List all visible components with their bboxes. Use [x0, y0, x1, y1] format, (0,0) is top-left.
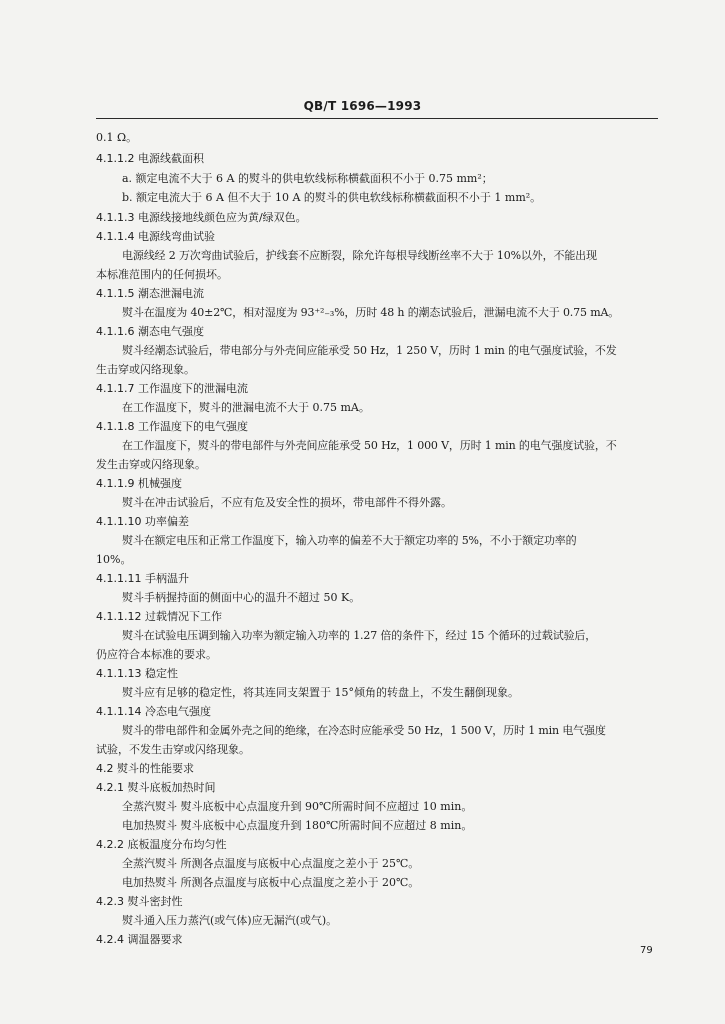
section-heading: 4.1.1.9 机械强度 — [96, 477, 182, 490]
section-heading: 4.1.1.10 功率偏差 — [96, 515, 189, 528]
section-heading: 4.2.2 底板温度分布均匀性 — [96, 838, 227, 851]
paragraph-line: 熨斗通入压力蒸汽(或气体)应无漏汽(或气)。 — [122, 914, 338, 927]
section-heading: 4.1.1.6 潮态电气强度 — [96, 325, 204, 338]
section-heading: 4.1.1.14 冷态电气强度 — [96, 705, 211, 718]
paragraph-line: 在工作温度下，熨斗的带电部件与外壳间应能承受 50 Hz，1 000 V，历时 1 min 的电气强度试验，不 — [122, 439, 617, 452]
section-heading: 4.1.1.2 电源线截面积 — [96, 152, 204, 165]
section-heading: 4.2.1 熨斗底板加热时间 — [96, 781, 216, 794]
page-number: 79 — [640, 945, 653, 956]
paragraph-line: 本标准范围内的任何损坏。 — [96, 268, 228, 281]
section-heading: 4.1.1.13 稳定性 — [96, 667, 178, 680]
paragraph-line: 熨斗在冲击试验后，不应有危及安全性的损坏，带电部件不得外露。 — [122, 496, 452, 509]
section-heading: 4.1.1.8 工作温度下的电气强度 — [96, 420, 248, 433]
header-rule — [96, 118, 658, 119]
paragraph-line: 熨斗在试验电压调到输入功率为额定输入功率的 1.27 倍的条件下，经过 15 个循环的过载试验后， — [122, 629, 597, 642]
page-header: QB/T 1696—1993 — [303, 99, 422, 113]
paragraph-line: 电加热熨斗 所测各点温度与底板中心点温度之差小于 20℃。 — [122, 876, 420, 889]
section-heading: 4.1.1.11 手柄温升 — [96, 572, 189, 585]
paragraph-line: 10%。 — [96, 553, 132, 566]
paragraph-line: 试验，不发生击穿或闪络现象。 — [96, 743, 250, 756]
paragraph-line: 熨斗经潮态试验后，带电部分与外壳间应能承受 50 Hz，1 250 V，历时 1 min 的电气强度试验，不发 — [122, 344, 617, 357]
paragraph-line: 熨斗手柄握持面的侧面中心的温升不超过 50 K。 — [122, 591, 361, 604]
section-heading: 4.2.3 熨斗密封性 — [96, 895, 183, 908]
paragraph-line: 发生击穿或闪络现象。 — [96, 458, 206, 471]
list-item: a. 额定电流不大于 6 A 的熨斗的供电软线标称横截面积不小于 0.75 mm²； — [122, 172, 493, 185]
paragraph-line: 在工作温度下，熨斗的泄漏电流不大于 0.75 mA。 — [122, 401, 370, 414]
section-heading: 4.2.4 调温器要求 — [96, 933, 183, 946]
list-item: b. 额定电流大于 6 A 但不大于 10 A 的熨斗的供电软线标称横截面积不小于 1 mm²。 — [122, 191, 542, 204]
paragraph-line: 熨斗在额定电压和正常工作温度下，输入功率的偏差不大于额定功率的 5%，不小于额定功率的 — [122, 534, 577, 547]
paragraph-line: 生击穿或闪络现象。 — [96, 363, 195, 376]
paragraph-line: 熨斗在温度为 40±2℃，相对湿度为 93⁺²₋₃%，历时 48 h 的潮态试验后，泄漏电流不大于 0.75 mA。 — [122, 306, 620, 319]
text-line: 0.1 Ω。 — [96, 131, 138, 144]
paragraph-line: 电加热熨斗 熨斗底板中心点温度升到 180℃所需时间不应超过 8 min。 — [122, 819, 473, 832]
section-heading: 4.1.1.7 工作温度下的泄漏电流 — [96, 382, 248, 395]
paragraph-line: 全蒸汽熨斗 所测各点温度与底板中心点温度之差小于 25℃。 — [122, 857, 420, 870]
paragraph-line: 全蒸汽熨斗 熨斗底板中心点温度升到 90℃所需时间不应超过 10 min。 — [122, 800, 473, 813]
paragraph-line: 电源线经 2 万次弯曲试验后，护线套不应断裂，除允许每根导线断丝率不大于 10%以外，不能出现 — [122, 249, 597, 262]
paragraph-line: 熨斗应有足够的稳定性，将其连同支架置于 15°倾角的转盘上，不发生翻倒现象。 — [122, 686, 519, 699]
section-heading: 4.2 熨斗的性能要求 — [96, 762, 194, 775]
section-heading: 4.1.1.12 过载情况下工作 — [96, 610, 222, 623]
section-heading: 4.1.1.4 电源线弯曲试验 — [96, 230, 215, 243]
section-heading: 4.1.1.3 电源线接地线颜色应为黄/绿双色。 — [96, 211, 307, 224]
section-heading: 4.1.1.5 潮态泄漏电流 — [96, 287, 204, 300]
paragraph-line: 仍应符合本标准的要求。 — [96, 648, 217, 661]
paragraph-line: 熨斗的带电部件和金属外壳之间的绝缘，在冷态时应能承受 50 Hz，1 500 V，历时 1 min 电气强度 — [122, 724, 606, 737]
